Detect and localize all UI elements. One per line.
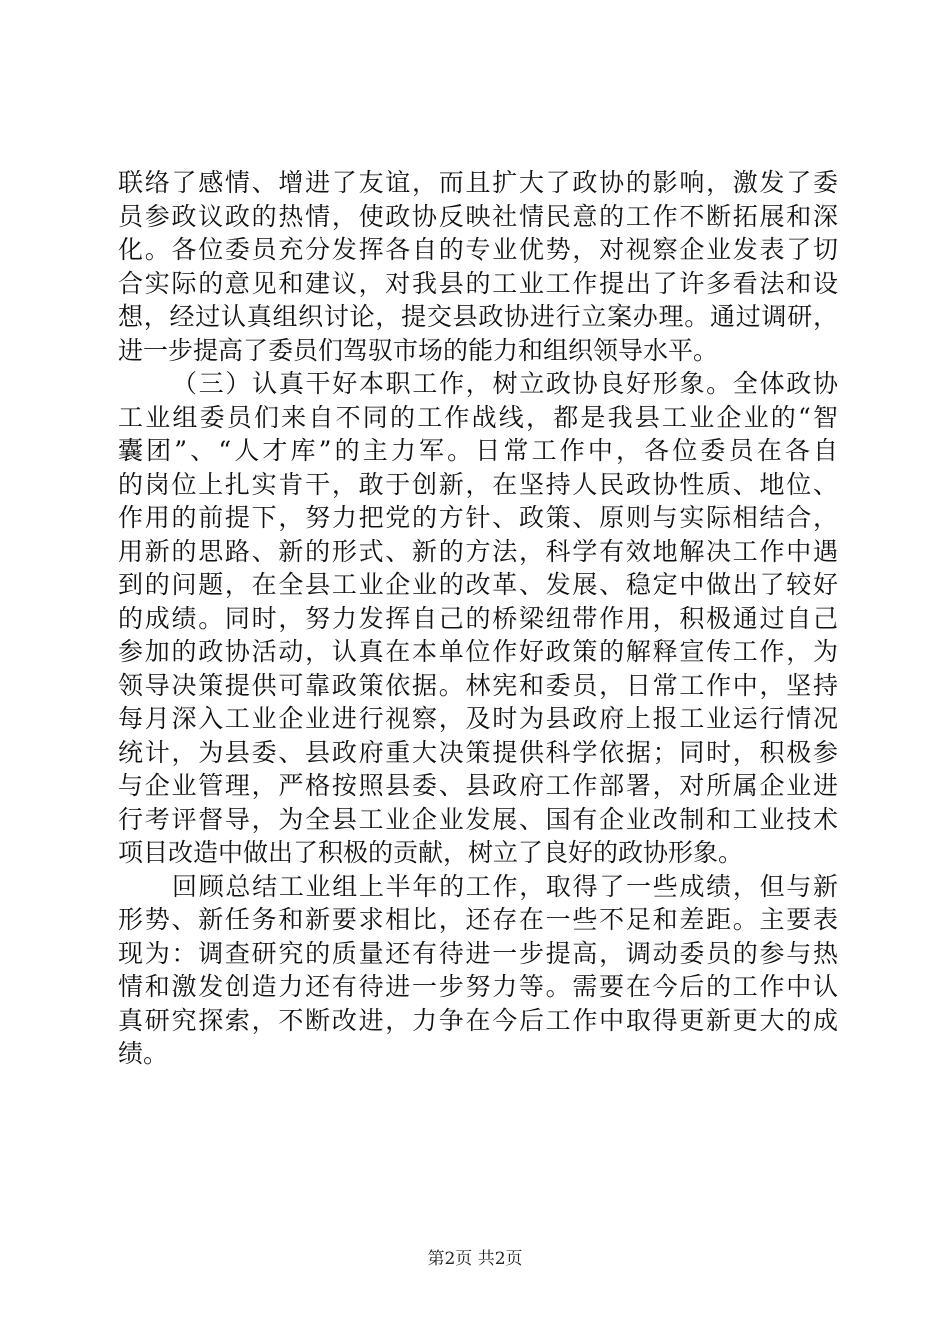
text-line: 工业组委员们来自不同的工作战线，都是我县工业企业的“智 bbox=[118, 402, 838, 432]
text-line: 现为：调查研究的质量还有待进一步提高，调动委员的参与热 bbox=[118, 938, 838, 968]
text-line: 化。各位委员充分发挥各自的专业优势，对视察企业发表了切 bbox=[118, 235, 838, 264]
text-line: 作用的前提下，努力把党的方针、政策、原则与实际相结合， bbox=[118, 503, 838, 532]
document-body bbox=[118, 166, 838, 1071]
page-footer: 第2页 共2页 bbox=[427, 1249, 523, 1269]
text-line: 绩。 bbox=[118, 1039, 169, 1068]
text-line: 回顾总结工业组上半年的工作，取得了一些成绩，但与新 bbox=[172, 871, 838, 901]
text-line: 形势、新任务和新要求相比，还存在一些不足和差距。主要表 bbox=[118, 905, 838, 934]
text-line: 行考评督导，为全县工业企业发展、国有企业改制和工业技术 bbox=[118, 804, 838, 834]
text-line: （三）认真干好本职工作，树立政协良好形象。全体政协 bbox=[172, 369, 838, 398]
text-line: 情和激发创造力还有待进一步努力等。需要在今后的工作中认 bbox=[118, 972, 838, 1001]
text-line: 与企业管理，严格按照县委、县政府工作部署，对所属企业进 bbox=[118, 771, 838, 800]
text-line: 真研究探索，不断改进，力争在今后工作中取得更新更大的成 bbox=[118, 1005, 838, 1035]
text-line: 的岗位上扎实肯干，敢于创新，在坚持人民政协性质、地位、 bbox=[118, 469, 838, 499]
text-line: 统计，为县委、县政府重大决策提供科学依据；同时，积极参 bbox=[118, 737, 838, 767]
text-line: 合实际的意见和建议，对我县的工业工作提出了许多看法和设 bbox=[118, 268, 838, 298]
text-line: 想，经过认真组织讨论，提交县政协进行立案办理。通过调研， bbox=[118, 302, 838, 331]
text-line: 的成绩。同时，努力发挥自己的桥梁纽带作用，积极通过自己 bbox=[118, 603, 838, 633]
text-line: 到的问题，在全县工业企业的改革、发展、稳定中做出了较好 bbox=[118, 570, 838, 599]
text-line: 员参政议政的热情，使政协反映社情民意的工作不断拓展和深 bbox=[118, 201, 838, 231]
text-line: 每月深入工业企业进行视察，及时为县政府上报工业运行情况 bbox=[118, 704, 838, 733]
text-line: 参加的政协活动，认真在本单位作好政策的解释宣传工作，为 bbox=[118, 637, 838, 666]
text-line: 联络了感情、增进了友谊，而且扩大了政协的影响，激发了委 bbox=[118, 168, 838, 197]
text-line: 项目改造中做出了积极的贡献，树立了良好的政协形象。 bbox=[118, 838, 744, 867]
text-line: 囊团”、“人才库”的主力军。日常工作中，各位委员在各自 bbox=[118, 436, 838, 465]
text-line: 领导决策提供可靠政策依据。林宪和委员，日常工作中，坚持 bbox=[118, 670, 838, 700]
text-line: 进一步提高了委员们驾驭市场的能力和组织领导水平。 bbox=[118, 335, 719, 365]
text-line: 用新的思路、新的形式、新的方法，科学有效地解决工作中遇 bbox=[118, 536, 838, 566]
